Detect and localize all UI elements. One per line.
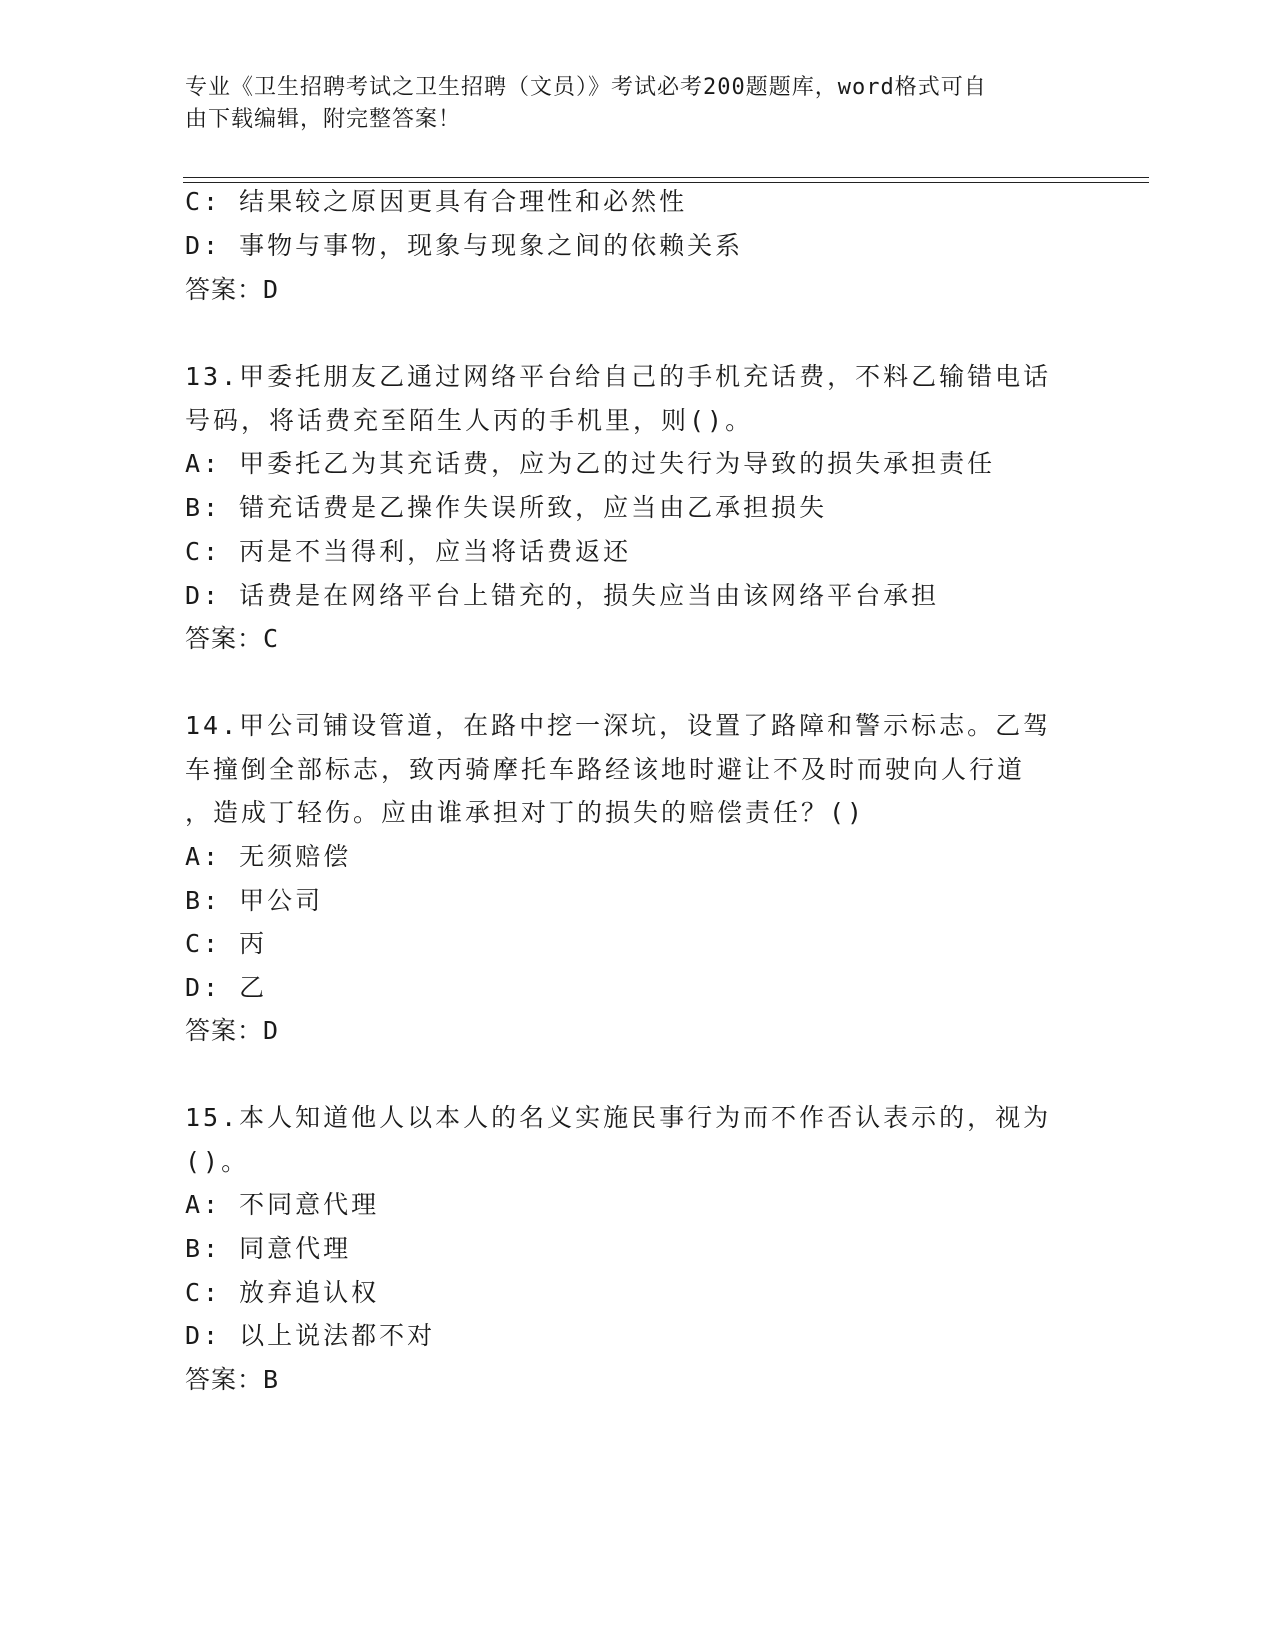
question-stem-line: 14.甲公司铺设管道，在路中挖一深坑，设置了路障和警示标志。乙驾 <box>185 711 1052 740</box>
question-stem-line: 15.本人知道他人以本人的名义实施民事行为而不作否认表示的，视为 <box>185 1103 1052 1132</box>
question-stem-line: ()。 <box>185 1147 250 1176</box>
option-d: D: 事物与事物，现象与现象之间的依赖关系 <box>185 231 744 260</box>
option-d: D: 乙 <box>185 973 268 1002</box>
header-rule-bottom <box>183 182 1149 183</box>
option-b: B: 错充话费是乙操作失误所致，应当由乙承担损失 <box>185 493 828 522</box>
question-stem-line: 号码，将话费充至陌生人丙的手机里，则()。 <box>185 406 754 435</box>
option-c: C: 丙是不当得利，应当将话费返还 <box>185 537 632 566</box>
option-a: A: 无须赔偿 <box>185 842 352 871</box>
question-stem-line: ，造成丁轻伤。应由谁承担对丁的损失的赔偿责任？() <box>185 798 866 827</box>
question-stem-line: 13.甲委托朋友乙通过网络平台给自己的手机充话费，不料乙输错电话 <box>185 362 1052 391</box>
option-c: C: 丙 <box>185 929 268 958</box>
answer: 答案：D <box>185 275 280 304</box>
question-stem-line: 车撞倒全部标志，致丙骑摩托车路经该地时避让不及时而驶向人行道 <box>185 755 1026 784</box>
option-d: D: 话费是在网络平台上错充的，损失应当由该网络平台承担 <box>185 581 940 610</box>
option-d: D: 以上说法都不对 <box>185 1321 436 1350</box>
option-a: A: 不同意代理 <box>185 1190 380 1219</box>
answer: 答案：B <box>185 1365 280 1394</box>
header-line-1: 专业《卫生招聘考试之卫生招聘（文员）》考试必考200题题库，word格式可自 <box>185 75 987 100</box>
document-header <box>185 72 1085 136</box>
option-c: C: 结果较之原因更具有合理性和必然性 <box>185 187 688 216</box>
option-b: B: 同意代理 <box>185 1234 352 1263</box>
option-c: C: 放弃追认权 <box>185 1278 380 1307</box>
header-rule-top <box>183 177 1149 178</box>
option-b: B: 甲公司 <box>185 886 324 915</box>
answer: 答案：D <box>185 1016 280 1045</box>
header-line-2: 由下载编辑，附完整答案！ <box>185 107 462 132</box>
answer: 答案：C <box>185 624 280 653</box>
option-a: A: 甲委托乙为其充话费，应为乙的过失行为导致的损失承担责任 <box>185 449 996 478</box>
